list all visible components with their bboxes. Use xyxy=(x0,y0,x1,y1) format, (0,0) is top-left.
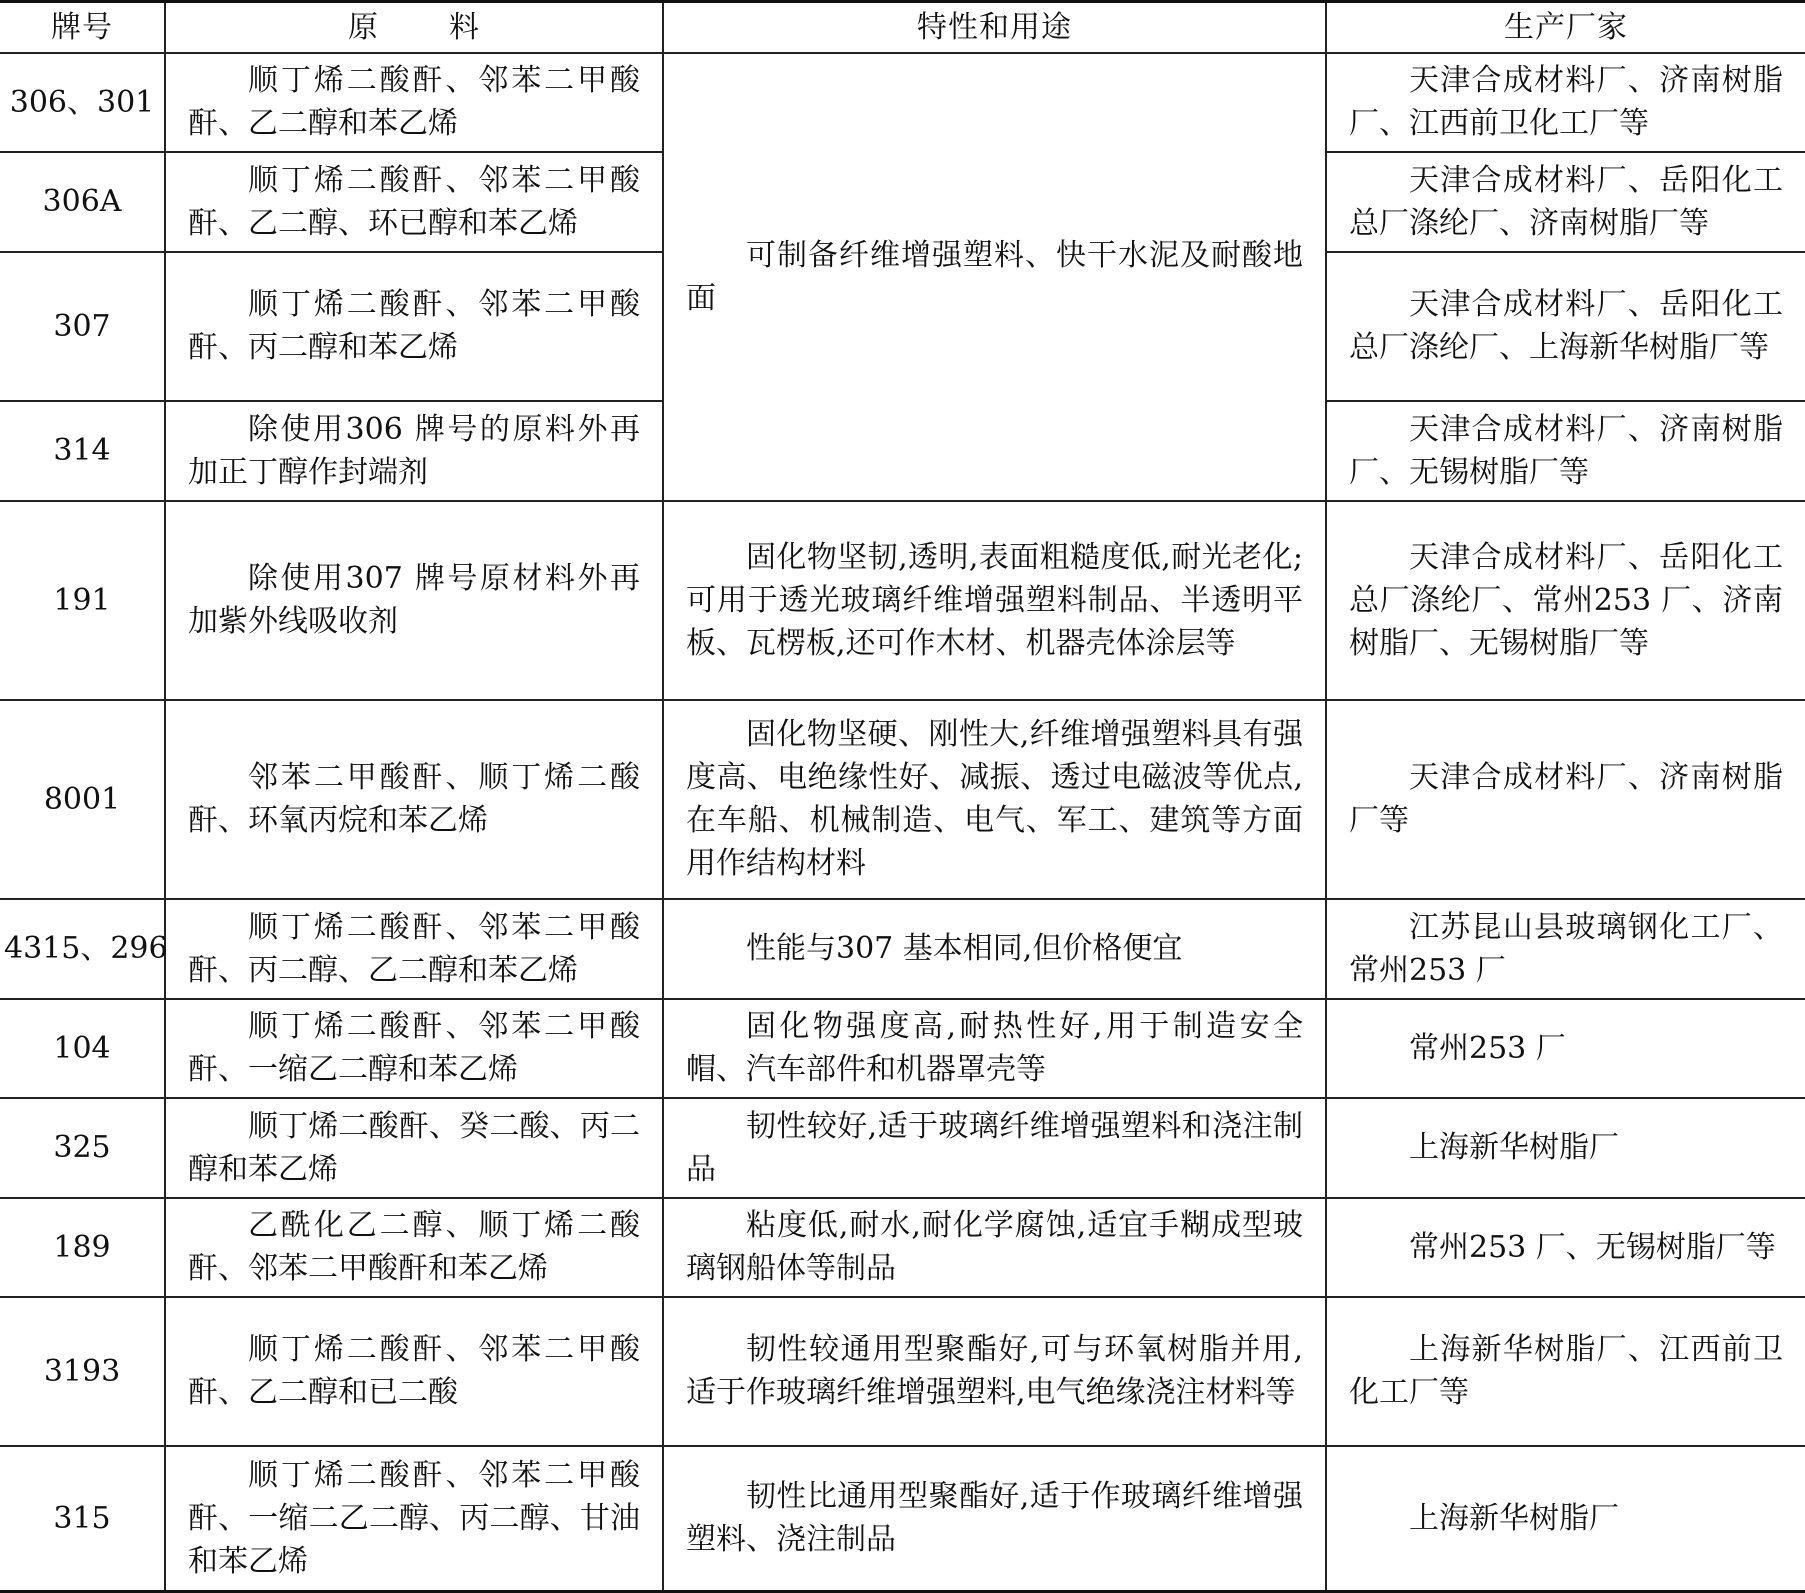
table-row xyxy=(0,1098,1805,1198)
row-code: 191 xyxy=(0,501,165,700)
table-row xyxy=(0,53,1805,152)
header-code: 牌号 xyxy=(0,2,165,53)
row-material: 顺丁烯二酸酐、邻苯二甲酸酐、一缩乙二醇和苯乙烯 xyxy=(165,999,663,1098)
row-code: 314 xyxy=(0,401,165,501)
row-code: 104 xyxy=(0,999,165,1098)
row-material: 除使用307 牌号原材料外再加紫外线吸收剂 xyxy=(165,501,663,700)
row-maker: 上海新华树脂厂 xyxy=(1326,1446,1805,1592)
row-material: 顺丁烯二酸酐、邻苯二甲酸酐、丙二醇和苯乙烯 xyxy=(165,252,663,401)
table-row xyxy=(0,1446,1805,1592)
row-maker: 天津合成材料厂、岳阳化工总厂涤纶厂、上海新华树脂厂等 xyxy=(1326,252,1805,401)
row-code: 189 xyxy=(0,1198,165,1297)
row-material: 顺丁烯二酸酐、邻苯二甲酸酐、丙二醇、乙二醇和苯乙烯 xyxy=(165,899,663,999)
row-usage: 性能与307 基本相同,但价格便宜 xyxy=(663,899,1326,999)
table-row xyxy=(0,1198,1805,1297)
row-code: 8001 xyxy=(0,700,165,899)
row-material: 乙酰化乙二醇、顺丁烯二酸酐、邻苯二甲酸酐和苯乙烯 xyxy=(165,1198,663,1297)
row-usage: 韧性比通用型聚酯好,适于作玻璃纤维增强塑料、浇注制品 xyxy=(663,1446,1326,1592)
row-code: 307 xyxy=(0,252,165,401)
row-code: 315 xyxy=(0,1446,165,1592)
row-maker: 常州253 厂、无锡树脂厂等 xyxy=(1326,1198,1805,1297)
row-code: 3193 xyxy=(0,1297,165,1446)
row-usage: 固化物坚韧,透明,表面粗糙度低,耐光老化;可用于透光玻璃纤维增强塑料制品、半透明平板、瓦楞板,还可作木材、机器壳体涂层等 xyxy=(663,501,1326,700)
row-maker: 天津合成材料厂、济南树脂厂、无锡树脂厂等 xyxy=(1326,401,1805,501)
row-material: 顺丁烯二酸酐、邻苯二甲酸酐、乙二醇和苯乙烯 xyxy=(165,53,663,152)
table-row xyxy=(0,700,1805,899)
table-row xyxy=(0,501,1805,700)
header-material: 原 料 xyxy=(165,2,663,53)
row-material: 除使用306 牌号的原料外再加正丁醇作封端剂 xyxy=(165,401,663,501)
row-maker: 天津合成材料厂、济南树脂厂、江西前卫化工厂等 xyxy=(1326,53,1805,152)
row-maker: 常州253 厂 xyxy=(1326,999,1805,1098)
header-maker: 生产厂家 xyxy=(1326,2,1805,53)
row-maker: 上海新华树脂厂、江西前卫化工厂等 xyxy=(1326,1297,1805,1446)
row-maker: 江苏昆山县玻璃钢化工厂、常州253 厂 xyxy=(1326,899,1805,999)
row-maker: 上海新华树脂厂 xyxy=(1326,1098,1805,1198)
row-material: 顺丁烯二酸酐、癸二酸、丙二醇和苯乙烯 xyxy=(165,1098,663,1198)
row-code: 4315、296 xyxy=(0,899,165,999)
row-code: 306A xyxy=(0,152,165,252)
row-code: 306、301 xyxy=(0,53,165,152)
header-row xyxy=(0,2,1805,53)
row-usage: 韧性较通用型聚酯好,可与环氧树脂并用,适于作玻璃纤维增强塑料,电气绝缘浇注材料等 xyxy=(663,1297,1326,1446)
table-row xyxy=(0,999,1805,1098)
row-usage: 粘度低,耐水,耐化学腐蚀,适宜手糊成型玻璃钢船体等制品 xyxy=(663,1198,1326,1297)
row-material: 顺丁烯二酸酐、邻苯二甲酸酐、一缩二乙二醇、丙二醇、甘油和苯乙烯 xyxy=(165,1446,663,1592)
header-usage: 特性和用途 xyxy=(663,2,1326,53)
row-maker: 天津合成材料厂、岳阳化工总厂涤纶厂、济南树脂厂等 xyxy=(1326,152,1805,252)
row-material: 邻苯二甲酸酐、顺丁烯二酸酐、环氧丙烷和苯乙烯 xyxy=(165,700,663,899)
row-code: 325 xyxy=(0,1098,165,1198)
row-maker: 天津合成材料厂、岳阳化工总厂涤纶厂、常州253 厂、济南树脂厂、无锡树脂厂等 xyxy=(1326,501,1805,700)
row-usage: 固化物强度高,耐热性好,用于制造安全帽、汽车部件和机器罩壳等 xyxy=(663,999,1326,1098)
row-material: 顺丁烯二酸酐、邻苯二甲酸酐、乙二醇和已二酸 xyxy=(165,1297,663,1446)
row-usage: 可制备纤维增强塑料、快干水泥及耐酸地面 xyxy=(663,53,1326,501)
table-row xyxy=(0,1297,1805,1446)
row-material: 顺丁烯二酸酐、邻苯二甲酸酐、乙二醇、环已醇和苯乙烯 xyxy=(165,152,663,252)
row-usage: 韧性较好,适于玻璃纤维增强塑料和浇注制品 xyxy=(663,1098,1326,1198)
row-maker: 天津合成材料厂、济南树脂厂等 xyxy=(1326,700,1805,899)
row-usage: 固化物坚硬、刚性大,纤维增强塑料具有强度高、电绝缘性好、减振、透过电磁波等优点,在车船、机械制造、电气、军工、建筑等方面用作结构材料 xyxy=(663,700,1326,899)
table-row xyxy=(0,899,1805,999)
